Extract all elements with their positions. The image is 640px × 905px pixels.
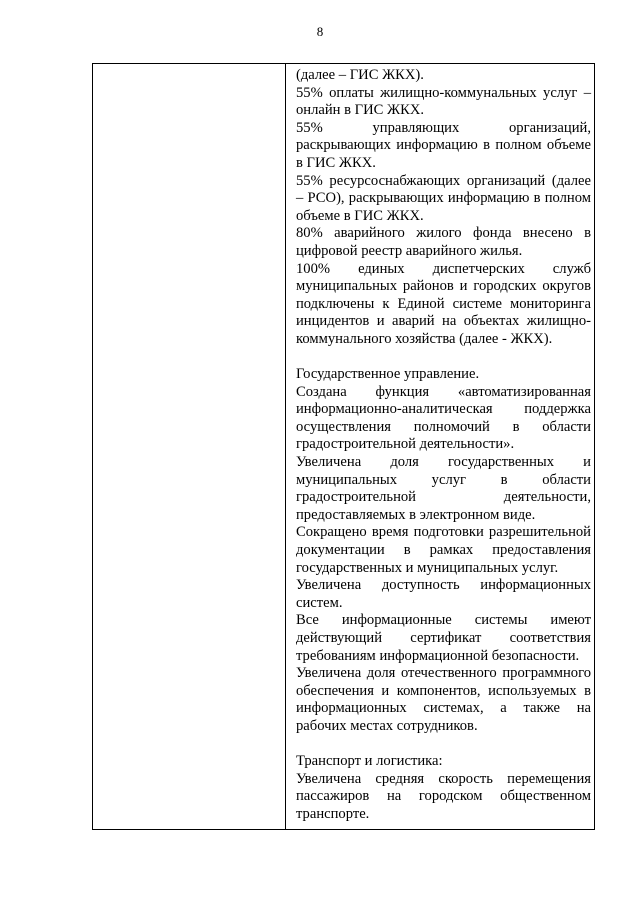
- paragraph-analytics-function: Создана функция «автоматизированная информационно-аналитическая поддержка осуществления полномочий в области градостроительной деятельности».: [296, 383, 591, 453]
- table-left-column: [93, 64, 286, 829]
- paragraph-dispatch-services: 100% единых диспетчерских служб муниципальных районов и городских округов подключены к Единой системе мониторинга инцидентов и аварий на объектах жилищно-коммунального хозяйства (далее - ЖКХ).: [296, 260, 591, 347]
- paragraph-transport-speed: Увеличена средняя скорость перемещения пассажиров на городском общественном транспорте.: [296, 770, 591, 822]
- heading-transport-logistics: Транспорт и логистика:: [296, 753, 443, 770]
- page-number: 8: [316, 24, 324, 39]
- paragraph-system-availability: Увеличена доступность информационных систем.: [296, 577, 591, 611]
- heading-public-administration: Государственное управление.: [296, 366, 480, 383]
- paragraph-management-orgs: 55% управляющих организаций, раскрывающих информацию в полном объеме в ГИС ЖКХ.: [296, 119, 591, 171]
- paragraph-emergency-housing: 80% аварийного жилого фонда внесено в цифровой реестр аварийного жилья.: [296, 225, 591, 259]
- spacer: [296, 736, 591, 754]
- paragraph-gis-continuation: (далее – ГИС ЖКХ).: [296, 67, 424, 83]
- paragraph-domestic-software: Увеличена доля отечественного программного обеспечения и компонентов, используемых в информационных системах, а также на рабочих местах сотрудников.: [296, 665, 591, 734]
- spacer: [296, 349, 591, 367]
- paragraph-rso: 55% ресурсоснабжающих организаций (далее – РСО), раскрывающих информацию в полном объеме в ГИС ЖКХ.: [296, 172, 591, 224]
- document-table: [92, 63, 595, 830]
- paragraph-electronic-services: Увеличена доля государственных и муниципальных услуг в области градостроительной деятельности, предоставляемых в электронном виде.: [296, 454, 591, 523]
- paragraph-permit-time: Сокращено время подготовки разрешительной документации в рамках предоставления государственных и муниципальных услуг.: [296, 524, 591, 576]
- paragraph-security-certificate: Все информационные системы имеют действующий сертификат соответствия требованиям информационной безопасности.: [296, 612, 591, 664]
- table-right-column: [296, 67, 591, 824]
- paragraph-payment-online: 55% оплаты жилищно-коммунальных услуг – онлайн в ГИС ЖКХ.: [296, 84, 591, 119]
